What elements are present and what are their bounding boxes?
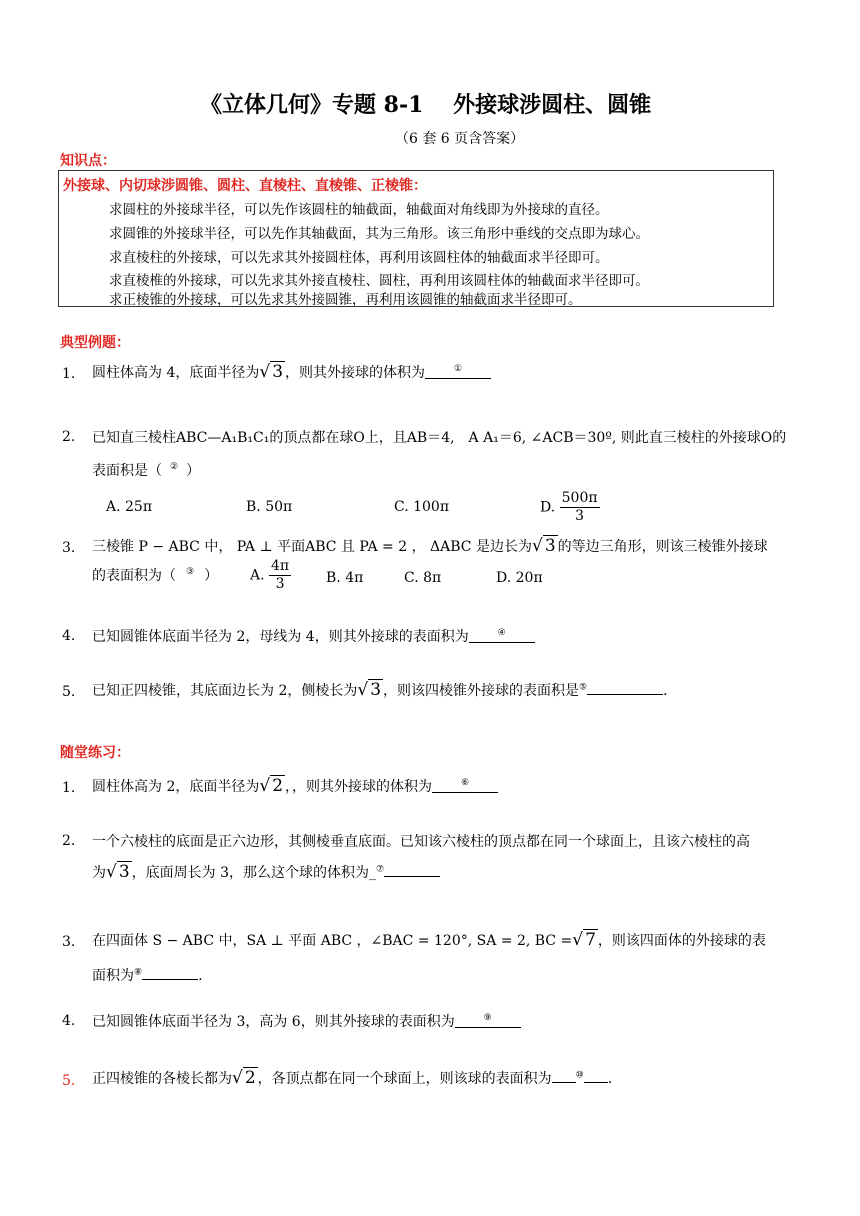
page-subtitle: （6 套 6 页含答案） xyxy=(395,131,525,147)
question-text: ） xyxy=(186,463,201,479)
sqrt-symbol: √ 3 xyxy=(106,862,130,882)
question-text: ，，则其外接球的体积为 xyxy=(285,779,433,795)
question-number: 1. xyxy=(62,780,76,796)
radicand: 3 xyxy=(118,862,130,882)
question-number: 4. xyxy=(62,628,76,644)
answer-blank[interactable] xyxy=(587,680,663,695)
answer-blank[interactable] xyxy=(384,862,440,877)
denominator: 3 xyxy=(275,575,285,592)
option-d[interactable] xyxy=(540,490,600,525)
denominator: 3 xyxy=(575,507,585,524)
practice-q5 xyxy=(92,1068,612,1088)
question-text: ，底面周长为 3，那么这个球的体积为_ xyxy=(131,865,377,881)
question-text: . xyxy=(198,968,203,984)
example-q3-line1 xyxy=(92,536,768,556)
example-q1 xyxy=(92,362,491,382)
knowledge-line: 求直棱椎的外接球，可以先求其外接直棱柱、圆柱，再利用该圆柱体的轴截面求半径即可。 xyxy=(109,273,649,289)
knowledge-line: 求圆锥的外接球半径，可以先作其轴截面，其为三角形。该三角形中垂线的交点即为球心。 xyxy=(109,226,649,242)
question-text: 已知直三棱柱ABC—A₁B₁C₁的顶点都在球O上，且AB＝4, A A₁＝6, ∠ACB＝30º, 则此直三棱柱的外接球O的 xyxy=(92,430,787,446)
practice-q1 xyxy=(92,776,498,796)
answer-blank[interactable] xyxy=(455,1013,521,1028)
answer-marker: ② xyxy=(170,462,179,473)
question-text: 在四面体 S − ABC 中，SA ⊥ 平面 ABC ，∠BAC = 120°, SA = 2, BC = xyxy=(92,933,573,949)
question-text: ，则该四面体的外接球的表 xyxy=(597,933,766,949)
question-text: 为 xyxy=(92,865,106,881)
question-number: 1. xyxy=(62,366,76,382)
practice-label: 随堂练习： xyxy=(60,745,130,761)
answer-marker: ① xyxy=(453,364,463,375)
examples-label: 典型例题： xyxy=(60,335,130,351)
answer-marker: ⑤ xyxy=(579,682,588,693)
fraction xyxy=(560,490,600,525)
answer-marker: ⑩ xyxy=(575,1070,584,1081)
option-c[interactable]: C. 8π xyxy=(404,570,442,586)
answer-marker: ⑦ xyxy=(376,864,385,875)
question-text: . xyxy=(607,1071,613,1087)
knowledge-line: 求圆柱的外接球半径，可以先作该圆柱的轴截面，轴截面对角线即为外接球的直径。 xyxy=(109,202,609,218)
sqrt-symbol: √ 3 xyxy=(357,680,382,700)
sqrt-symbol: √ 2 xyxy=(232,1068,256,1088)
numerator: 4π xyxy=(271,558,290,574)
question-text-line2 xyxy=(92,460,200,480)
example-q4 xyxy=(92,626,535,646)
question-text: . xyxy=(663,683,668,699)
option-letter: A. xyxy=(250,567,265,584)
question-number: 2. xyxy=(62,833,76,849)
question-text: 圆柱体高为 2，底面半径为 xyxy=(92,779,260,795)
answer-blank[interactable] xyxy=(425,364,491,379)
question-text: 已知圆锥体底面半径为 3，高为 6，则其外接球的表面积为 xyxy=(92,1014,455,1030)
knowledge-line: 求直棱柱的外接球，可以先求其外接圆柱体，再利用该圆柱体的轴截面求半径即可。 xyxy=(109,250,609,266)
answer-blank[interactable] xyxy=(552,1068,576,1083)
question-number: 2. xyxy=(62,429,76,445)
sqrt-symbol: √ 3 xyxy=(531,536,556,556)
sqrt-symbol: √ 2 xyxy=(259,776,284,796)
answer-blank[interactable] xyxy=(584,1068,608,1083)
question-text: ） xyxy=(204,568,219,584)
sqrt-symbol: √ 3 xyxy=(259,362,284,382)
radicand: 2 xyxy=(272,776,284,796)
question-text: 已知正四棱锥，其底面边长为 2，侧棱长为 xyxy=(92,683,358,699)
practice-q3-line1 xyxy=(92,930,766,950)
option-d[interactable]: D. 20π xyxy=(496,570,543,586)
question-text: ，各顶点都在同一个球面上，则该球的表面积为 xyxy=(257,1071,552,1087)
practice-q4 xyxy=(92,1011,521,1031)
page-title: 《立体几何》专题 8-1 外接球涉圆柱、圆锥 xyxy=(200,92,652,118)
question-text: 一个六棱柱的底面是正六边形，其侧棱垂直底面。已知该六棱柱的顶点都在同一个球面上，且该六棱柱的高 xyxy=(92,834,750,850)
question-text: 的表面积为（ xyxy=(92,568,176,584)
example-q5 xyxy=(92,680,668,700)
option-b[interactable]: B. 50π xyxy=(246,499,293,515)
radicand: 3 xyxy=(544,536,556,556)
question-text: 三棱锥 P − ABC 中， PA ⊥ 平面ABC 且 PA = 2 ， ΔABC 是边长为 xyxy=(92,539,532,555)
knowledge-label: 知识点： xyxy=(60,153,116,169)
question-text: 正四棱锥的各棱长都为 xyxy=(92,1071,232,1087)
answer-marker: ⑧ xyxy=(134,967,143,978)
option-a[interactable] xyxy=(250,558,291,593)
question-text: 已知圆锥体底面半径为 2，母线为 4，则其外接球的表面积为 xyxy=(92,629,469,645)
radicand: 3 xyxy=(272,362,284,382)
numerator: 500π xyxy=(561,490,598,506)
question-text: 的等边三角形，则该三棱锥外接球 xyxy=(557,539,768,555)
question-number: 3. xyxy=(62,934,76,950)
answer-marker: ④ xyxy=(497,628,506,639)
radicand: 3 xyxy=(370,680,382,700)
question-number: 5. xyxy=(62,684,76,700)
question-text: ，则其外接球的体积为 xyxy=(285,365,426,381)
radicand: 2 xyxy=(244,1068,256,1088)
question-text: 面积为 xyxy=(92,968,134,984)
question-number: 5. xyxy=(62,1073,76,1089)
knowledge-box xyxy=(58,170,774,307)
option-a[interactable]: A. 25π xyxy=(106,499,153,515)
knowledge-line: 求正棱锥的外接球，可以先求其外接圆锥，再利用该圆锥的轴截面求半径即可。 xyxy=(109,292,582,308)
option-letter: D. xyxy=(540,499,556,516)
answer-blank[interactable] xyxy=(142,965,198,980)
question-text: 圆柱体高为 4，底面半径为 xyxy=(92,365,260,381)
question-number: 3. xyxy=(62,540,76,556)
question-text: 表面积是（ xyxy=(92,463,162,479)
question-text: ，则该四棱锥外接球的表面积是 xyxy=(383,683,580,699)
answer-marker: ⑥ xyxy=(460,778,470,789)
answer-marker: ⑨ xyxy=(483,1013,492,1024)
answer-blank[interactable] xyxy=(432,778,498,793)
practice-q3-line2 xyxy=(92,965,203,985)
practice-q2-line2 xyxy=(92,862,440,882)
fraction xyxy=(269,558,291,593)
sqrt-symbol: √ 7 xyxy=(572,930,596,950)
question-number: 4. xyxy=(62,1013,76,1029)
option-c[interactable]: C. 100π xyxy=(394,499,450,515)
knowledge-heading: 外接球、内切球涉圆锥、圆柱、直棱柱、直棱锥、正棱锥： xyxy=(63,178,427,194)
example-q3-line2 xyxy=(92,565,218,585)
answer-marker: ③ xyxy=(186,567,195,578)
option-b[interactable]: B. 4π xyxy=(326,570,364,586)
answer-blank[interactable] xyxy=(469,628,535,643)
radicand: 7 xyxy=(585,930,596,950)
